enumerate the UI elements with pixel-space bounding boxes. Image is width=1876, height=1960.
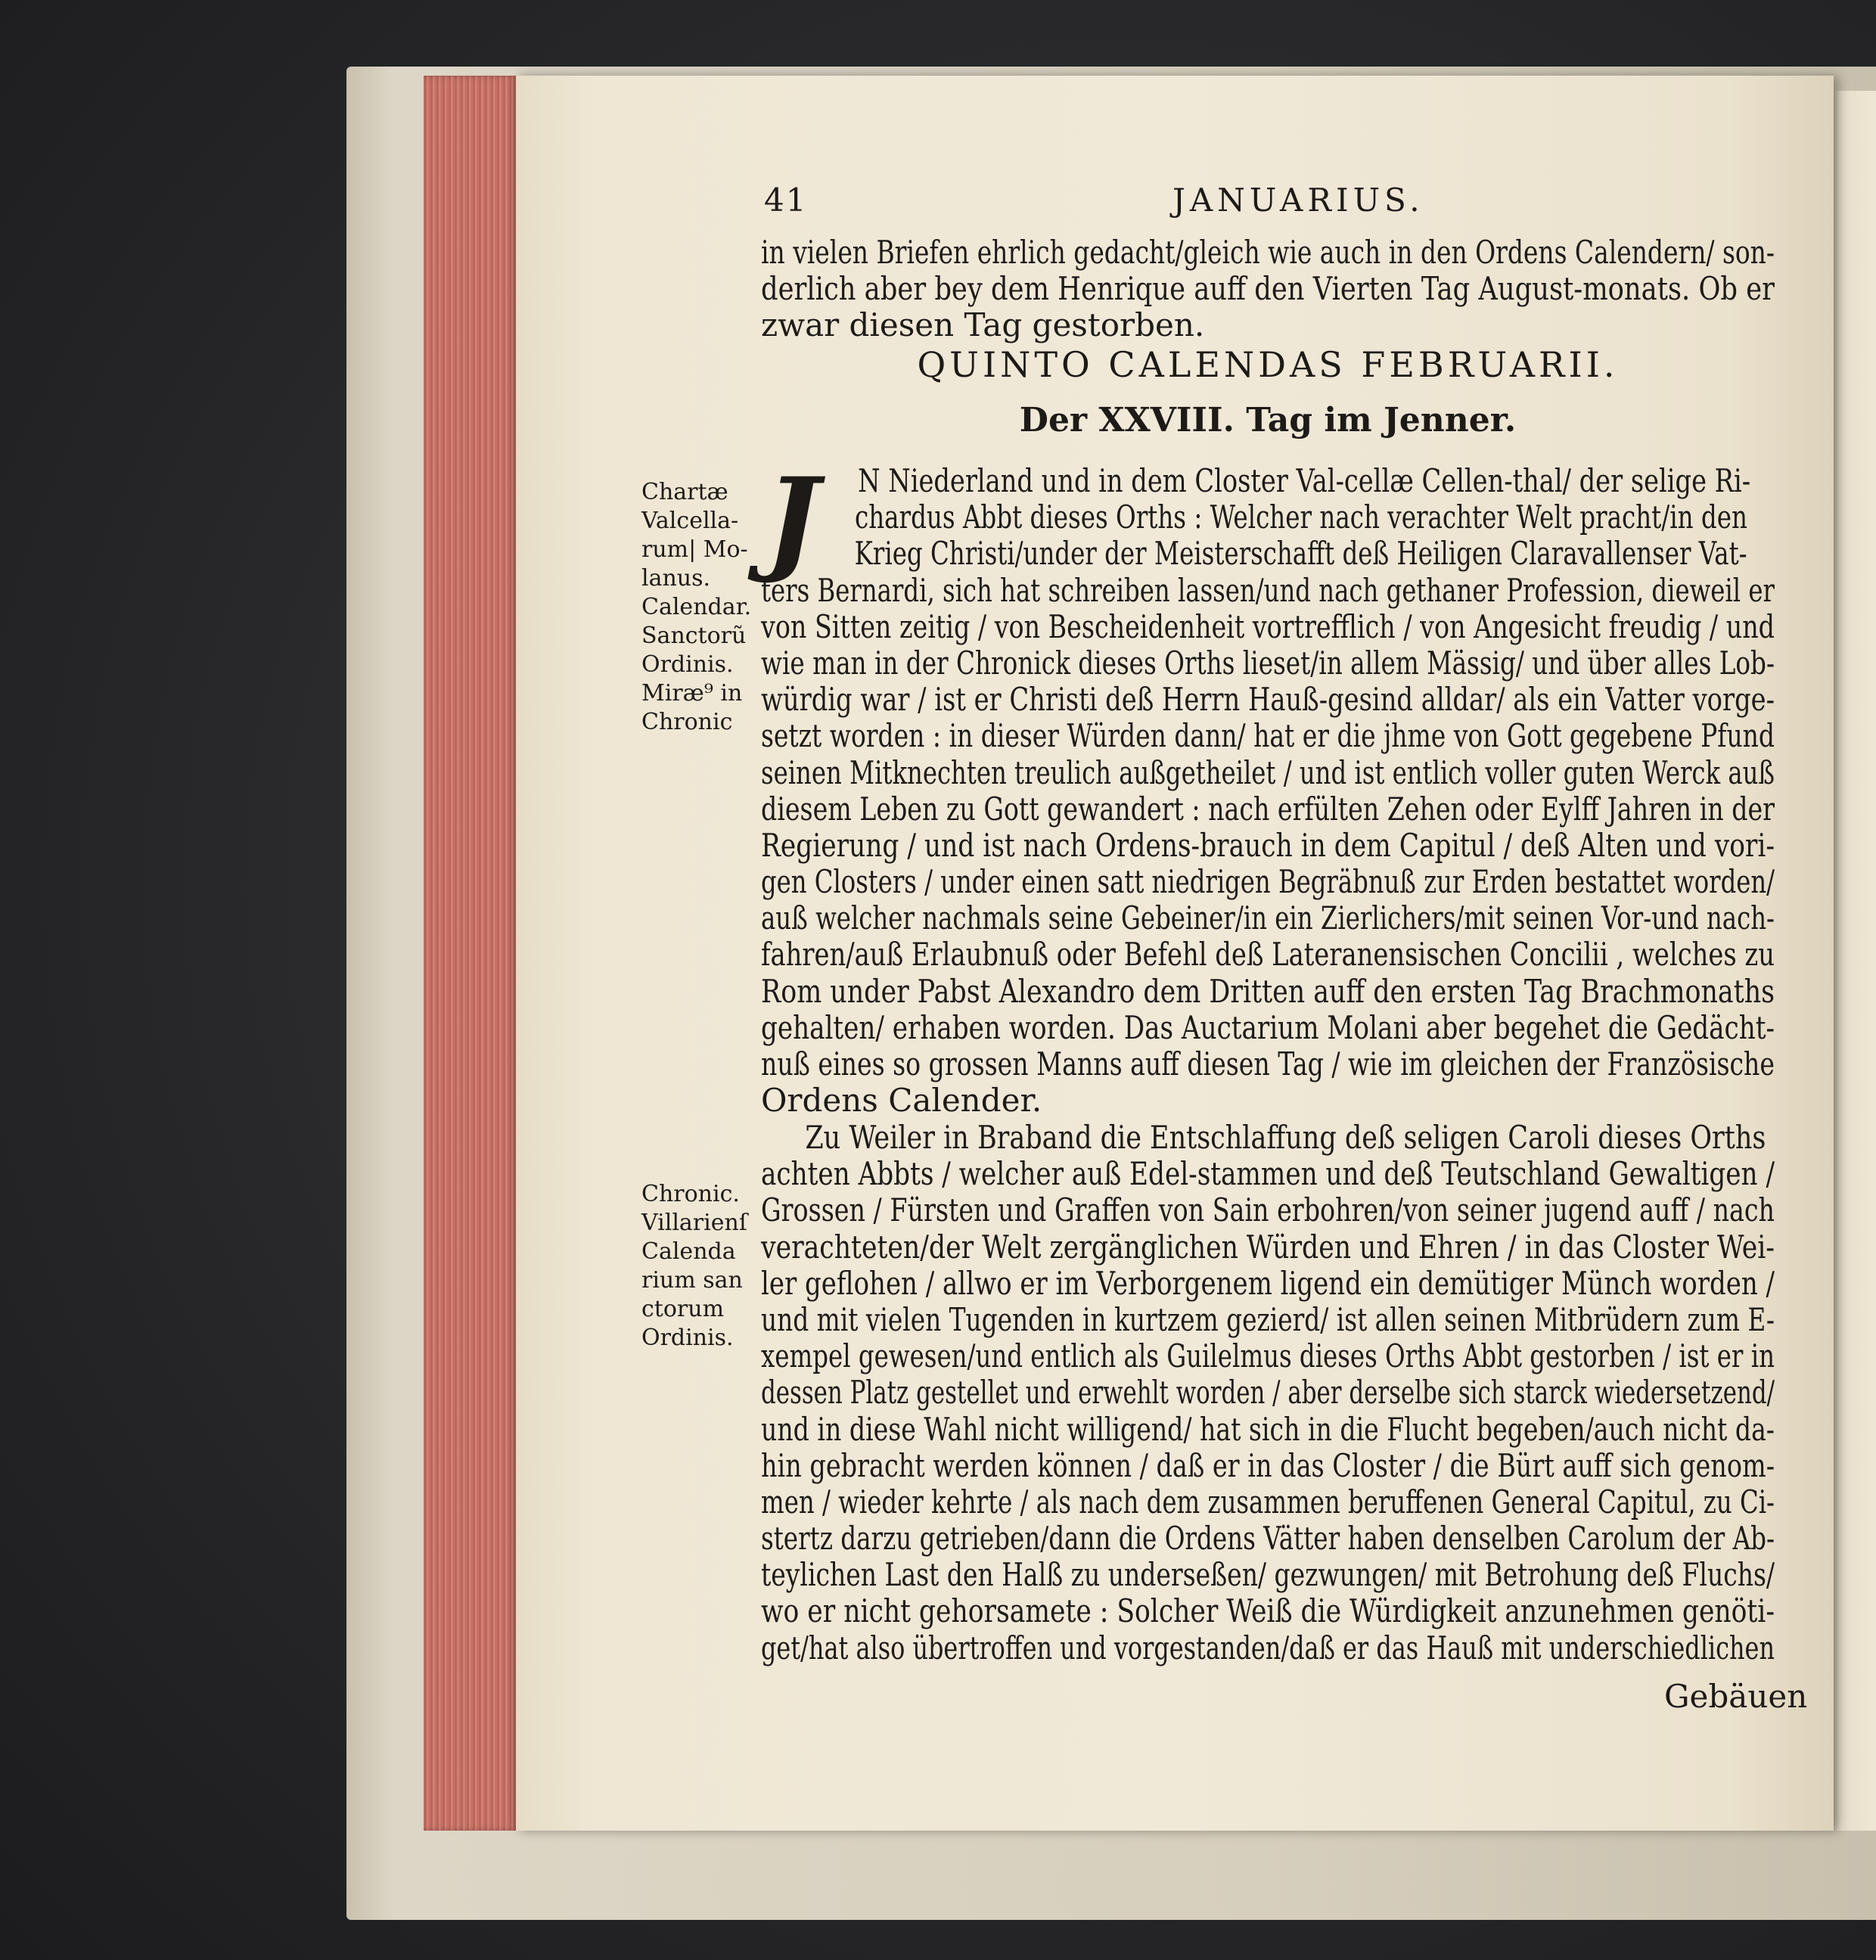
text-line: nuß eines so grossen Manns auff diesen Tag / wie im gleichen der Französische [761, 1045, 1775, 1083]
text-line: Regierung / und ist nach Ordens-brauch in dem Capitul / deß Alten und vori- [761, 826, 1775, 864]
text-line: verachteten/der Welt zergänglichen Würden und Ehren / in das Closter Wei- [761, 1228, 1775, 1266]
text-line: teylichen Last den Halß zu underseßen/ gezwungen/ mit Betrohung deß Fluchs/ [761, 1556, 1775, 1594]
marginal-note-sources-2: Chronic. Villarienſ Calenda rium san ctorum Ordinis. [641, 1181, 747, 1351]
paragraph-2 [761, 1120, 1775, 1666]
text-line: diesem Leben zu Gott gewandert : nach erfülten Zehen oder Eylff Jahren in der [761, 790, 1775, 828]
text-line: xempel gewesen/und entlich als Guilelmus dieses Orths Abbt gestorben / ist er in [761, 1337, 1775, 1375]
text-line: achten Abbts / welcher auß Edel-stammen und deß Teutschland Gewaltigen / [761, 1155, 1775, 1193]
running-head: JANUARIUS. [1172, 182, 1424, 219]
text-line: fahren/auß Erlaubnuß oder Befehl deß Lateranensischen Concilii , welches zu [761, 936, 1775, 974]
text-block [761, 235, 1775, 344]
text-line: zwar diesen Tag gestorben. [761, 306, 1205, 344]
text-line: in vielen Briefen ehrlich gedacht/gleich wie auch in den Ordens Calendern/ son- [761, 234, 1775, 271]
text-line: und mit vielen Tugenden in kurtzem gezierd/ ist allen seinen Mitbrüdern zum E- [761, 1300, 1775, 1338]
text-line: Ordens Calender. [761, 1082, 1042, 1120]
marginal-note-sources-1: Chartæ Valcella- rum| Mo- lanus. Calendar. Sanctorũ Ordinis. Miræ⁹ in Chronic [641, 479, 752, 735]
text-line: derlich aber bey dem Henrique auff den Vierten Tag August-monats. Ob er [761, 270, 1775, 308]
text-line: ters Bernardi, sich hat schreiben lassen/und nach gethaner Profession, dieweil er [761, 571, 1775, 609]
text-line: get/hat also übertroffen und vorgestanden/daß er das Hauß mit underschiedlichen [761, 1629, 1775, 1666]
text-line: chardus Abbt dieses Orths : Welcher nach verachter Welt pracht/in den [854, 499, 1747, 536]
text-line: wie man in der Chronick dieses Orths lieset/in allem Mässig/ und über alles Lob- [761, 644, 1775, 682]
text-line: men / wieder kehrte / als nach dem zusammen beruffenen General Capitul, zu Ci- [761, 1483, 1775, 1520]
text-line: Zu Weiler in Braband die Entschlaffung deß seligen Caroli dieses Orths [805, 1119, 1766, 1156]
section-title: QUINTO CALENDAS FEBRUARII. [917, 344, 1619, 385]
text-line: würdig war / ist er Christi deß Herrn Hauß-gesind alldar/ als ein Vatter vorge- [761, 681, 1775, 719]
text-line: setzt worden : in dieser Würden dann/ hat er die jhme von Gott gegebene Pfund [761, 717, 1775, 755]
text-line: Grossen / Fürsten und Graffen von Sain erbohren/von seiner jugend auff / nach [761, 1191, 1775, 1229]
drop-cap: J [766, 453, 819, 586]
text-line: wo er nicht gehorsamete : Solcher Weiß die Würdigkeit anzunehmen genöti- [761, 1592, 1775, 1630]
text-line: dessen Platz gestellet und erwehlt worden / aber derselbe sich starck wiedersetzend/ [761, 1374, 1775, 1412]
text-line: ler geflohen / allwo er im Verborgenem ligend ein demütiger Münch worden / [761, 1264, 1775, 1302]
text-line: Krieg Christi/under der Meisterschafft deß Heiligen Claravallenser Vat- [854, 535, 1747, 573]
text-line: von Sitten zeitig / von Bescheidenheit vortrefflich / von Angesicht freudig / und [761, 607, 1775, 645]
folio-number: 41 [764, 182, 808, 219]
text-line: auß welcher nachmals seine Gebeiner/in ein Zierlichers/mit seinen Vor-und nach- [761, 899, 1775, 937]
text-line: und in diese Wahl nicht willigend/ hat sich in die Flucht begeben/auch nicht da- [761, 1410, 1775, 1448]
catchword: Gebäuen [1664, 1678, 1808, 1715]
page-edges [424, 76, 518, 1831]
section-subtitle: Der XXVIII. Tag im Jenner. [1019, 401, 1517, 440]
text-line: gehalten/ erhaben worden. Das Auctarium Molani aber begehet die Gedächt- [761, 1008, 1775, 1046]
text-line: seinen Mitknechten treulich außgetheilet / und ist entlich voller guten Werck auß [761, 753, 1775, 791]
text-line: stertz darzu getrieben/dann die Ordens Vätter haben denselben Carolum der Ab- [761, 1520, 1775, 1558]
paragraph-1 [761, 453, 1775, 1120]
text-line: gen Closters / under einen satt niedrigen Begräbnuß zur Erden bestattet worden/ [761, 863, 1775, 901]
text-line: hin gebracht werden können / daß er in das Closter / die Bürt auff sich genom- [761, 1446, 1775, 1484]
text-line: N Niederland und in dem Closter Val-cellæ Cellen-thal/ der selige Ri- [858, 462, 1751, 499]
text-line: Rom under Pabst Alexandro dem Dritten auff den ersten Tag Brachmonaths [761, 972, 1775, 1010]
